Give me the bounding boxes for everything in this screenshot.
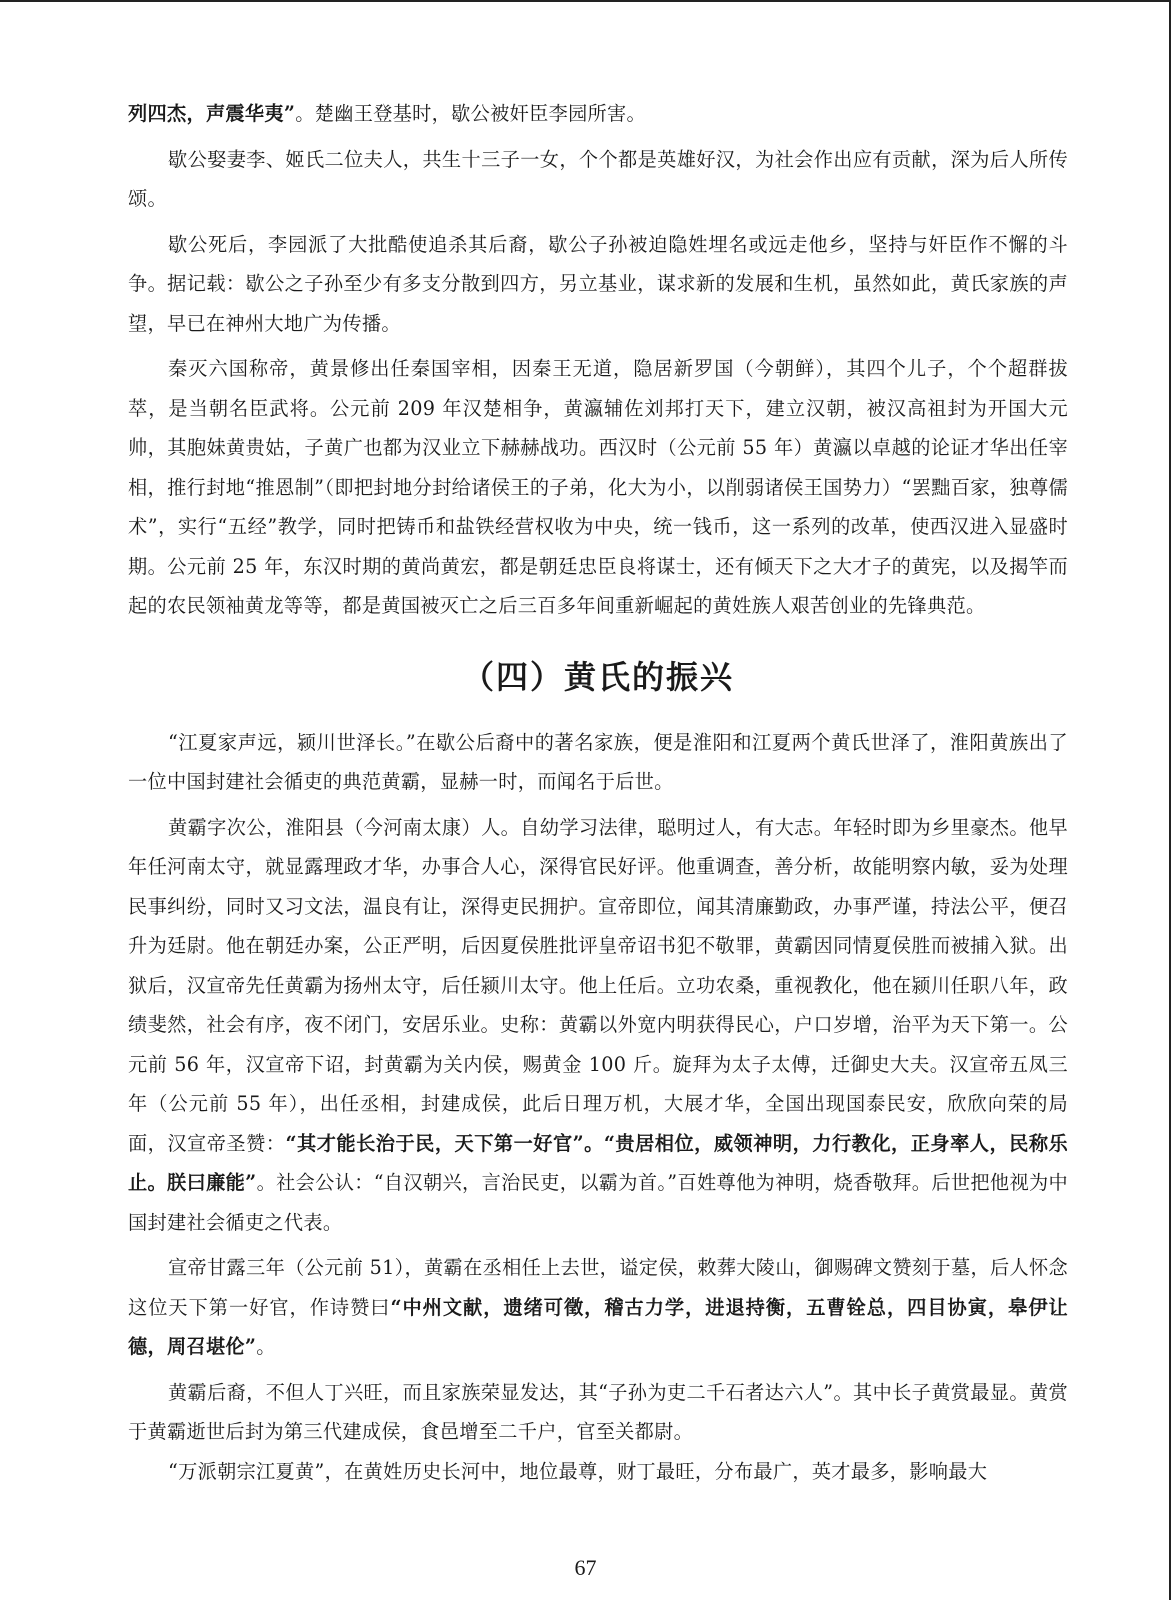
paragraph-5 <box>128 723 1068 802</box>
paragraph-7 <box>128 1248 1068 1367</box>
paragraph-4 <box>128 349 1068 626</box>
page-content <box>128 94 1068 1491</box>
paragraph-text: “万派朝宗江夏黄”，在黄姓历史长河中，地位最尊，财丁最旺，分布最广，英才最多，影响最大 <box>168 1459 988 1483</box>
paragraph-text: 。 <box>256 1335 276 1358</box>
bold-quote: “其才能长治于民，天下第一好官”。“贵居相位，威领神明，力行教化，正身率人，民称乐止。朕曰廉能” <box>128 1131 1068 1194</box>
paragraph-text: 歇公死后，李园派了大批酷使追杀其后裔，歇公子孙被迫隐姓埋名或远走他乡，坚持与奸臣作不懈的斗争。据记载：歇公之子孙至少有多支分散到四方，另立基业，谋求新的发展和生机，虽然如此，黄氏家族的声望，早已在神州大地广为传播。 <box>128 232 1068 335</box>
paragraph-2 <box>128 140 1068 219</box>
paragraph-3 <box>128 225 1068 344</box>
bold-poem: “中州文献，遗绪可徵，稽古力学，进退持衡，五曹铨总，四目协寅，皋伊让德，周召堪伦” <box>128 1295 1068 1358</box>
paragraph-text: 黄霸后裔，不但人丁兴旺，而且家族荣显发达，其“子孙为吏二千石者达六人”。其中长子黄赏最显。黄赏于黄霸逝世后封为第三代建成侯，食邑增至二千户，官至关都尉。 <box>128 1380 1068 1443</box>
paragraph-1 <box>128 94 1068 134</box>
paragraph-6 <box>128 808 1068 1243</box>
paragraph-9 <box>128 1452 1068 1492</box>
paragraph-text: 黄霸字次公，淮阳县（今河南太康）人。自幼学习法律，聪明过人，有大志。年轻时即为乡里豪杰。他早年任河南太守，就显露理政才华，办事合人心，深得官民好评。他重调查，善分析，故能明察内敏，妥为处理民事纠纷，同时又习文法，温良有让，深得吏民拥护。宣帝即位，闻其清廉勤政，办事严谨，持法公平，便召升为廷尉。他在朝廷办案，公正严明，后因夏侯胜批评皇帝诏书犯不敬罪，黄霸因同情夏侯胜而被捕入狱。出狱后，汉宣帝先任黄霸为扬州太守，后任颍川太守。他上任后。立功农桑，重视教化，他在颍川任职八年，政绩斐然，社会有序，夜不闭门，安居乐业。史称：黄霸以外宽内明获得民心，户口岁增，治平为天下第一。公元前 56 年，汉宣帝下诏，封黄霸为关内侯，赐黄金 100 斤。旋拜为太子太傅，迁御史大夫。汉宣帝五凤三年（公元前 55 年），出任丞相，封建成侯，此后日理万机，大展才华，全国出现国泰民安，欣欣向荣的局面，汉宣帝圣赞： <box>128 815 1068 1155</box>
paragraph-8 <box>128 1373 1068 1452</box>
section-title: （四）黄氏的振兴 <box>461 657 734 696</box>
paragraph-text: 。社会公认：“自汉朝兴，言治民吏，以霸为首。”百姓尊他为神明，烧香敬拜。后世把他视为中国封建社会循吏之代表。 <box>128 1171 1068 1234</box>
paragraph-text: 宣帝甘露三年（公元前 51），黄霸在丞相任上去世，谥定侯，敕葬大陵山，御赐碑文赞刻于墓，后人怀念这位天下第一好官，作诗赞曰 <box>128 1256 1068 1319</box>
paragraph-text: 歇公娶妻李、姬氏二位夫人，共生十三子一女，个个都是英雄好汉，为社会作出应有贡献，深为后人所传颂。 <box>128 147 1068 210</box>
page-number: 67 <box>574 1555 597 1580</box>
paragraph-text: 。楚幽王登基时，歇公被奸臣李园所害。 <box>295 102 647 125</box>
bold-phrase: 列四杰，声震华夷” <box>128 102 296 125</box>
paragraph-text: 秦灭六国称帝，黄景修出任秦国宰相，因秦王无道，隐居新罗国（今朝鲜），其四个儿子，个个超群拔萃，是当朝名臣武将。公元前 209 年汉楚相争，黄瀛辅佐刘邦打天下，建立汉朝，被汉高祖封为开国大元帅，其胞妹黄贵姑，子黄广也都为汉业立下赫赫战功。西汉时（公元前 55 年）黄瀛以卓越的论证才华出任宰相，推行封地“推恩制”（即把封地分封给诸侯王的子弟，化大为小，以削弱诸侯王国势力）“罢黜百家，独尊儒术”，实行“五经”教学，同时把铸币和盐铁经营权收为中央，统一钱币，这一系列的改革，使西汉进入显盛时期。公元前 25 年，东汉时期的黄尚黄宏，都是朝廷忠臣良将谋士，还有倾天下之大才子的黄宪，以及揭竿而起的农民领袖黄龙等等，都是黄国被灭亡之后三百多年间重新崛起的黄姓族人艰苦创业的先锋典范。 <box>128 357 1068 617</box>
paragraph-text: “江夏家声远，颍川世泽长。”在歇公后裔中的著名家族，便是淮阳和江夏两个黄氏世泽了，淮阳黄族出了一位中国封建社会循吏的典范黄霸，显赫一时，而闻名于后世。 <box>128 730 1068 793</box>
